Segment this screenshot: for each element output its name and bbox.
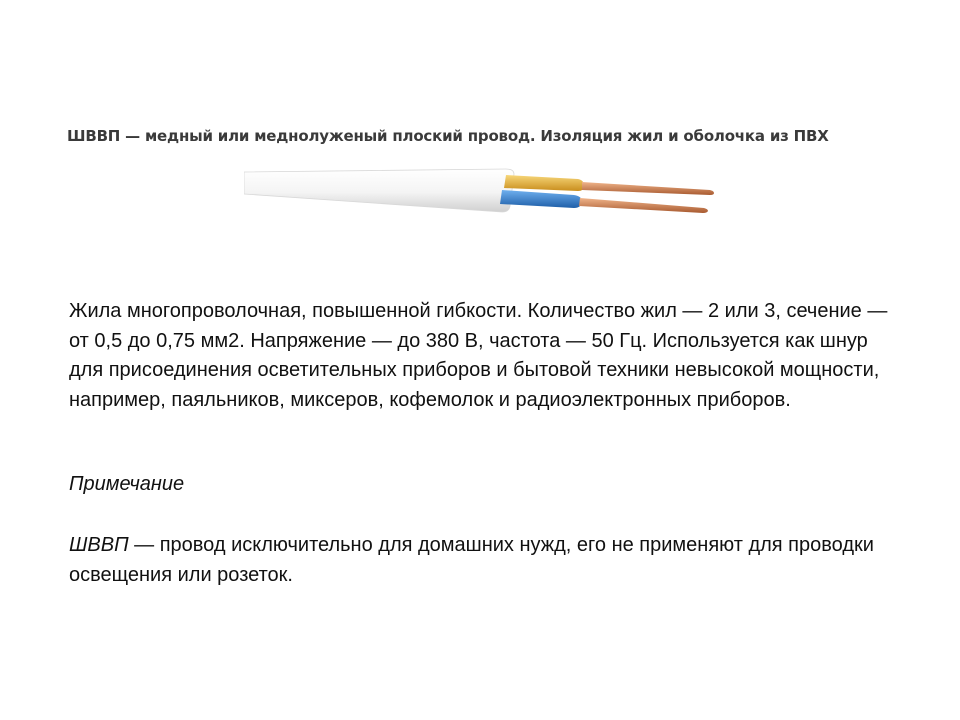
note-paragraph: [69, 531, 909, 590]
cable-illustration: [244, 160, 724, 220]
image-caption: ШВВП — медный или меднолуженый плоский провод. Изоляция жил и оболочка из ПВХ: [67, 127, 829, 145]
note-body: — провод исключительно для домашних нужд, его не применяют для проводки освещения или розеток.: [69, 534, 874, 586]
yellow-core: [504, 175, 584, 191]
cable-sheath: [244, 169, 514, 212]
blue-core: [500, 190, 582, 208]
cable-description: Жила многопроволочная, повышенной гибкости. Количество жил — 2 или 3, сечение — от 0,5 до 0,75 мм2. Напряжение — до 380 В, частота — 50 Гц. Используется как шнур для присоединения осветительных приборов и бытовой техники невысокой мощности, например, паяльников, миксеров, кофемолок и радиоэлектронных приборов.: [69, 300, 888, 411]
copper-wire-bottom: [579, 198, 708, 213]
note-heading: Примечание: [69, 473, 185, 495]
note-term: ШВВП: [69, 534, 129, 556]
copper-wire-top: [582, 182, 714, 195]
